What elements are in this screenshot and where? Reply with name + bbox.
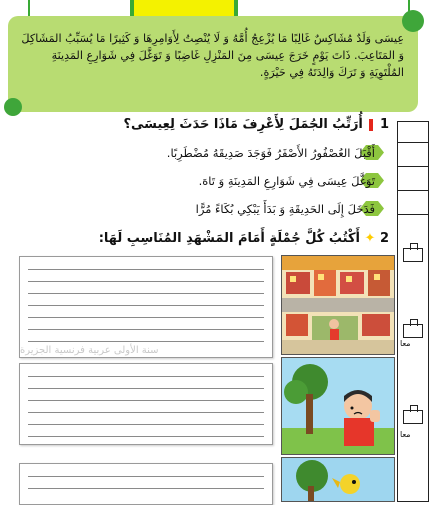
house-icon xyxy=(403,410,423,424)
sentence-item: أَقْبَلَ العُصْفُورُ الأَصْفَرُ فَوَجَدَ صَدِيقَهُ مُضْطَرِبًا. xyxy=(166,146,375,160)
order-answer-column xyxy=(397,121,429,502)
story-text: عِيسَى وَلَدٌ مُشَاكِسٌ غَالِبًا مَا يُزْعِجُ أُمَّهُ وَ لَا يُنْصِتُ لِأَوَامِرِهَا وَ كَثِيرًا مَا يُسَبِّبُ المَشَاكِلَ وَ المَتَاعِبَ. ذَاتَ يَوْمٍ خَرَجَ عِيسَى مِنَ المَنْزِلِ غَاضِبًا وَ تَوَغَّلَ فِي شَوَارِعِ المَدِينَةِ المُلْتَوِيَةِ وَ تَرَكَ وَالِدَتَهُ فِي حَيْرَةٍ. xyxy=(21,32,404,79)
house-icon xyxy=(403,324,423,338)
writing-box[interactable] xyxy=(19,256,273,358)
writing-line xyxy=(28,341,264,342)
question-2-text: أَكْتُبُ كُلَّ جُمْلَةٍ أَمَامَ المَشْهَدِ المُنَاسِبِ لَهَا: xyxy=(98,231,360,246)
writing-line xyxy=(28,400,264,401)
writing-line xyxy=(28,424,264,425)
question-1-number: 1 xyxy=(379,117,389,132)
sentence-item: فَدَخَلَ إِلَى الحَدِيقَةِ وَ بَدَأَ يَبْكِي بُكَاءً مُرًّا xyxy=(195,202,375,216)
question-1-heading xyxy=(123,117,389,132)
scene-yellow-bird xyxy=(281,457,395,502)
writing-line xyxy=(28,269,264,270)
scroll-curl-decoration xyxy=(4,98,22,116)
writing-line xyxy=(28,305,264,306)
writing-line xyxy=(28,476,264,477)
writing-box[interactable] xyxy=(19,363,273,445)
row-divider xyxy=(398,214,428,215)
question-2-number: 2 xyxy=(379,231,389,246)
row-divider xyxy=(398,166,428,167)
story-banner xyxy=(8,16,418,112)
writing-line xyxy=(28,317,264,318)
watermark-text: سنة الأولى عربية فرنسية الجزيرة xyxy=(20,345,159,356)
writing-line xyxy=(28,329,264,330)
writing-line xyxy=(28,436,264,437)
writing-line xyxy=(28,488,264,489)
writing-line xyxy=(28,412,264,413)
red-bar-icon xyxy=(369,119,373,131)
scene-boy-crying xyxy=(281,357,395,455)
side-tag: معا xyxy=(400,339,411,348)
writing-line xyxy=(28,388,264,389)
star-icon: ✦ xyxy=(364,231,376,246)
scene-city-streets xyxy=(281,255,395,355)
writing-line xyxy=(28,281,264,282)
writing-line xyxy=(28,376,264,377)
question-1-text: أُرَتِّبُ الجُمَلَ لِأَعْرِفَ مَاذَا حَدَثَ لِعِيسَى؟ xyxy=(123,117,363,132)
house-icon xyxy=(403,248,423,262)
writing-line xyxy=(28,293,264,294)
row-divider xyxy=(398,190,428,191)
writing-box[interactable] xyxy=(19,463,273,505)
side-tag: معا xyxy=(400,430,411,439)
question-2-heading xyxy=(99,231,389,246)
row-divider xyxy=(398,142,428,143)
sentence-item: تَوَغَّلَ عِيسَى فِي شَوَارِعِ المَدِينَةِ وَ تَاهَ. xyxy=(198,174,375,188)
scroll-curl-decoration xyxy=(402,10,424,32)
